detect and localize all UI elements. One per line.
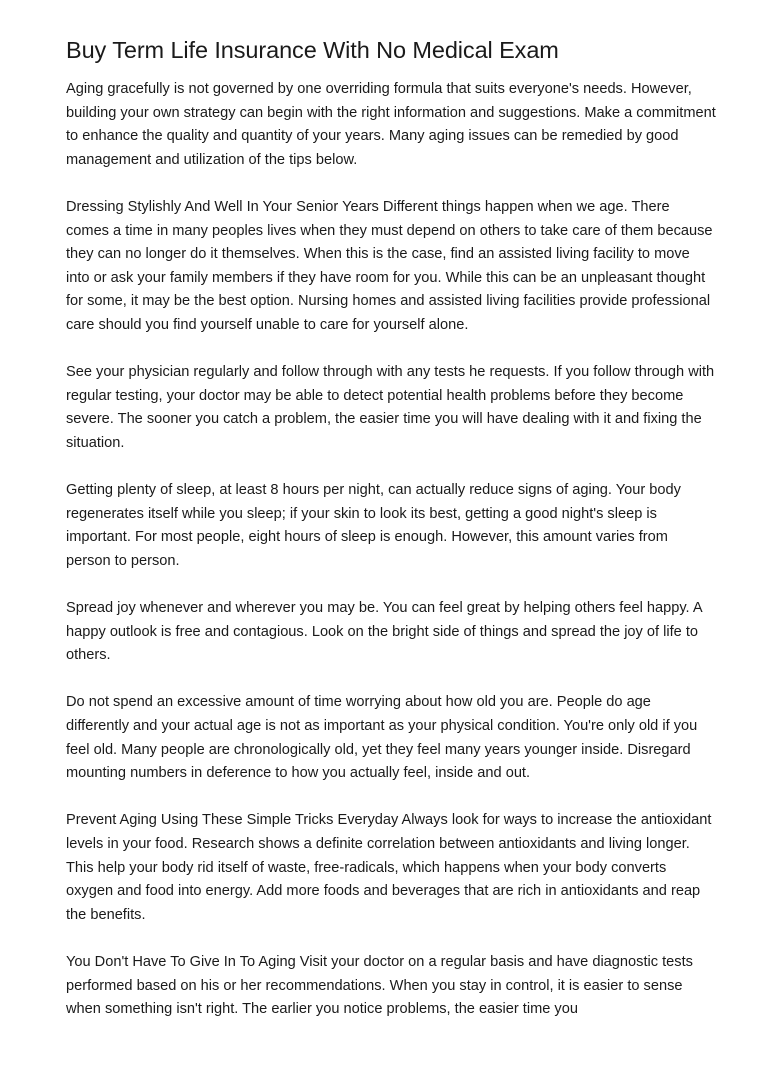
paragraph: Do not spend an excessive amount of time worrying about how old you are. People do age differently and your actual age is not as important as your physical condition. You're only old if you feel old. Many people are chronologically old, yet they feel many years younger inside. Disregard mounting numbers in deference to how you actually feel, inside and out. (66, 694, 698, 782)
paragraph: Getting plenty of sleep, at least 8 hours per night, can actually reduce signs of aging. Your body regenerates itself while you sleep; if your skin to look its best, getting a good night's sleep is important. For most people, eight hours of sleep is enough. However, this amount varies from person to person. (66, 482, 681, 569)
document-page (66, 30, 716, 1045)
paragraph: You Don't Have To Give In To Aging Visit your doctor on a regular basis and have diagnostic tests performed based on his or her recommendations. When you stay in control, it is easier to sense when something isn't right. The earlier you notice problems, the easier time you (66, 953, 693, 1018)
paragraph: Aging gracefully is not governed by one overriding formula that suits everyone's needs. However, building your own strategy can begin with the right information and suggestions. Make a commitment to enhance the quality and quantity of your years. Many aging issues can be remedied by good management and utilization of the tips below. (66, 81, 716, 168)
paragraph: Prevent Aging Using These Simple Tricks Everyday Always look for ways to increase the antioxidant levels in your food. Research shows a definite correlation between antioxidants and living longer. This help your body rid itself of waste, free-radicals, which happens when your body converts oxygen and food into energy. Add more foods and beverages that are rich in antioxidants and reap the benefits. (66, 812, 712, 923)
paragraph: See your physician regularly and follow through with any tests he requests. If you follow through with regular testing, your doctor may be able to detect potential health problems before they become severe. The sooner you catch a problem, the easier time you will have dealing with it and fixing the situation. (66, 364, 715, 451)
paragraph: Spread joy whenever and wherever you may be. You can feel great by helping others feel happy. A happy outlook is free and contagious. Look on the bright side of things and spread the joy of life to others. (66, 600, 702, 664)
document-title: Buy Term Life Insurance With No Medical Exam (66, 37, 559, 63)
paragraph: Dressing Stylishly And Well In Your Senior Years Different things happen when we age. There comes a time in many peoples lives when they must depend on others to take care of them because they can no longer do it themselves. When this is the case, find an assisted living facility to move into or ask your family members if they have room for you. While this can be an unpleasant thought for some, it may be the best option. Nursing homes and assisted living facilities provide professional care should you find yourself unable to care for yourself alone. (66, 198, 713, 333)
